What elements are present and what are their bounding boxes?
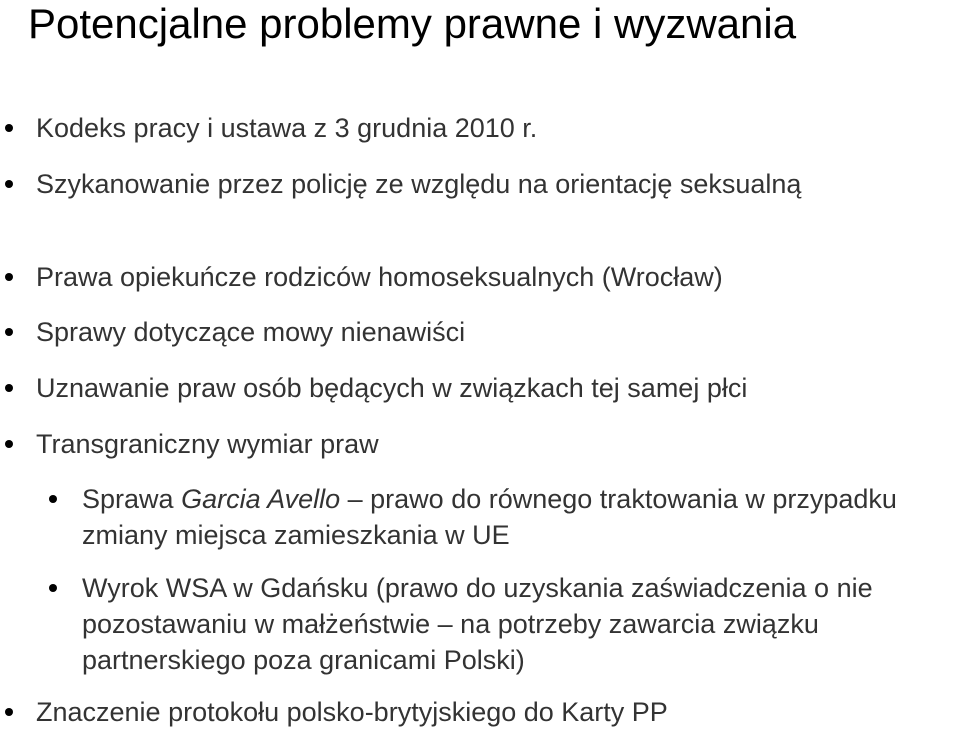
bullet-dot-icon [5, 440, 13, 448]
bullet-dot-icon [49, 584, 57, 592]
bullet-dot-icon [5, 124, 13, 132]
case-name: Garcia Avello [181, 484, 341, 514]
bullet-dot-icon [49, 495, 57, 503]
bullet-item [36, 426, 936, 462]
bullet-text: Transgraniczny wymiar praw [36, 429, 379, 459]
bullet-item [36, 166, 936, 202]
bullet-item [36, 314, 936, 350]
bullet-dot-icon [5, 328, 13, 336]
bullet-item [36, 370, 936, 406]
bullet-text: Sprawy dotyczące mowy nienawiści [36, 317, 466, 347]
sub-bullet-item [82, 570, 952, 678]
bullet-dot-icon [5, 708, 13, 716]
bullet-dot-icon [5, 180, 13, 188]
sub-bullet-text: Wyrok WSA w Gdańsku (prawo do uzyskania zaświadczenia o nie pozostawaniu w małżeństwie – na potrzeby zawarcia związku partnerskiego poza granicami Polski) [82, 573, 873, 675]
bullet-text: Prawa opiekuńcze rodziców homoseksualnych (Wrocław) [36, 262, 723, 292]
sub-bullet-suffix: – prawo do równego traktowania w przypadku zmiany miejsca zamieszkania w UE [82, 484, 897, 550]
bullet-item [36, 259, 936, 295]
bullet-item [36, 694, 936, 730]
slide-title: Potencjalne problemy prawne i wyzwania [28, 0, 797, 47]
sub-bullet-item [82, 481, 952, 553]
bullet-dot-icon [5, 384, 13, 392]
bullet-item [36, 110, 936, 146]
bullet-dot-icon [5, 273, 13, 281]
bullet-text: Kodeks pracy i ustawa z 3 grudnia 2010 r. [36, 113, 538, 143]
bullet-text: Uznawanie praw osób będących w związkach tej samej płci [36, 373, 748, 403]
sub-bullet-prefix: Sprawa [82, 484, 182, 514]
bullet-text: Szykanowanie przez policję ze względu na orientację seksualną [36, 169, 802, 199]
bullet-text: Znaczenie protokołu polsko-brytyjskiego do Karty PP [36, 697, 668, 727]
